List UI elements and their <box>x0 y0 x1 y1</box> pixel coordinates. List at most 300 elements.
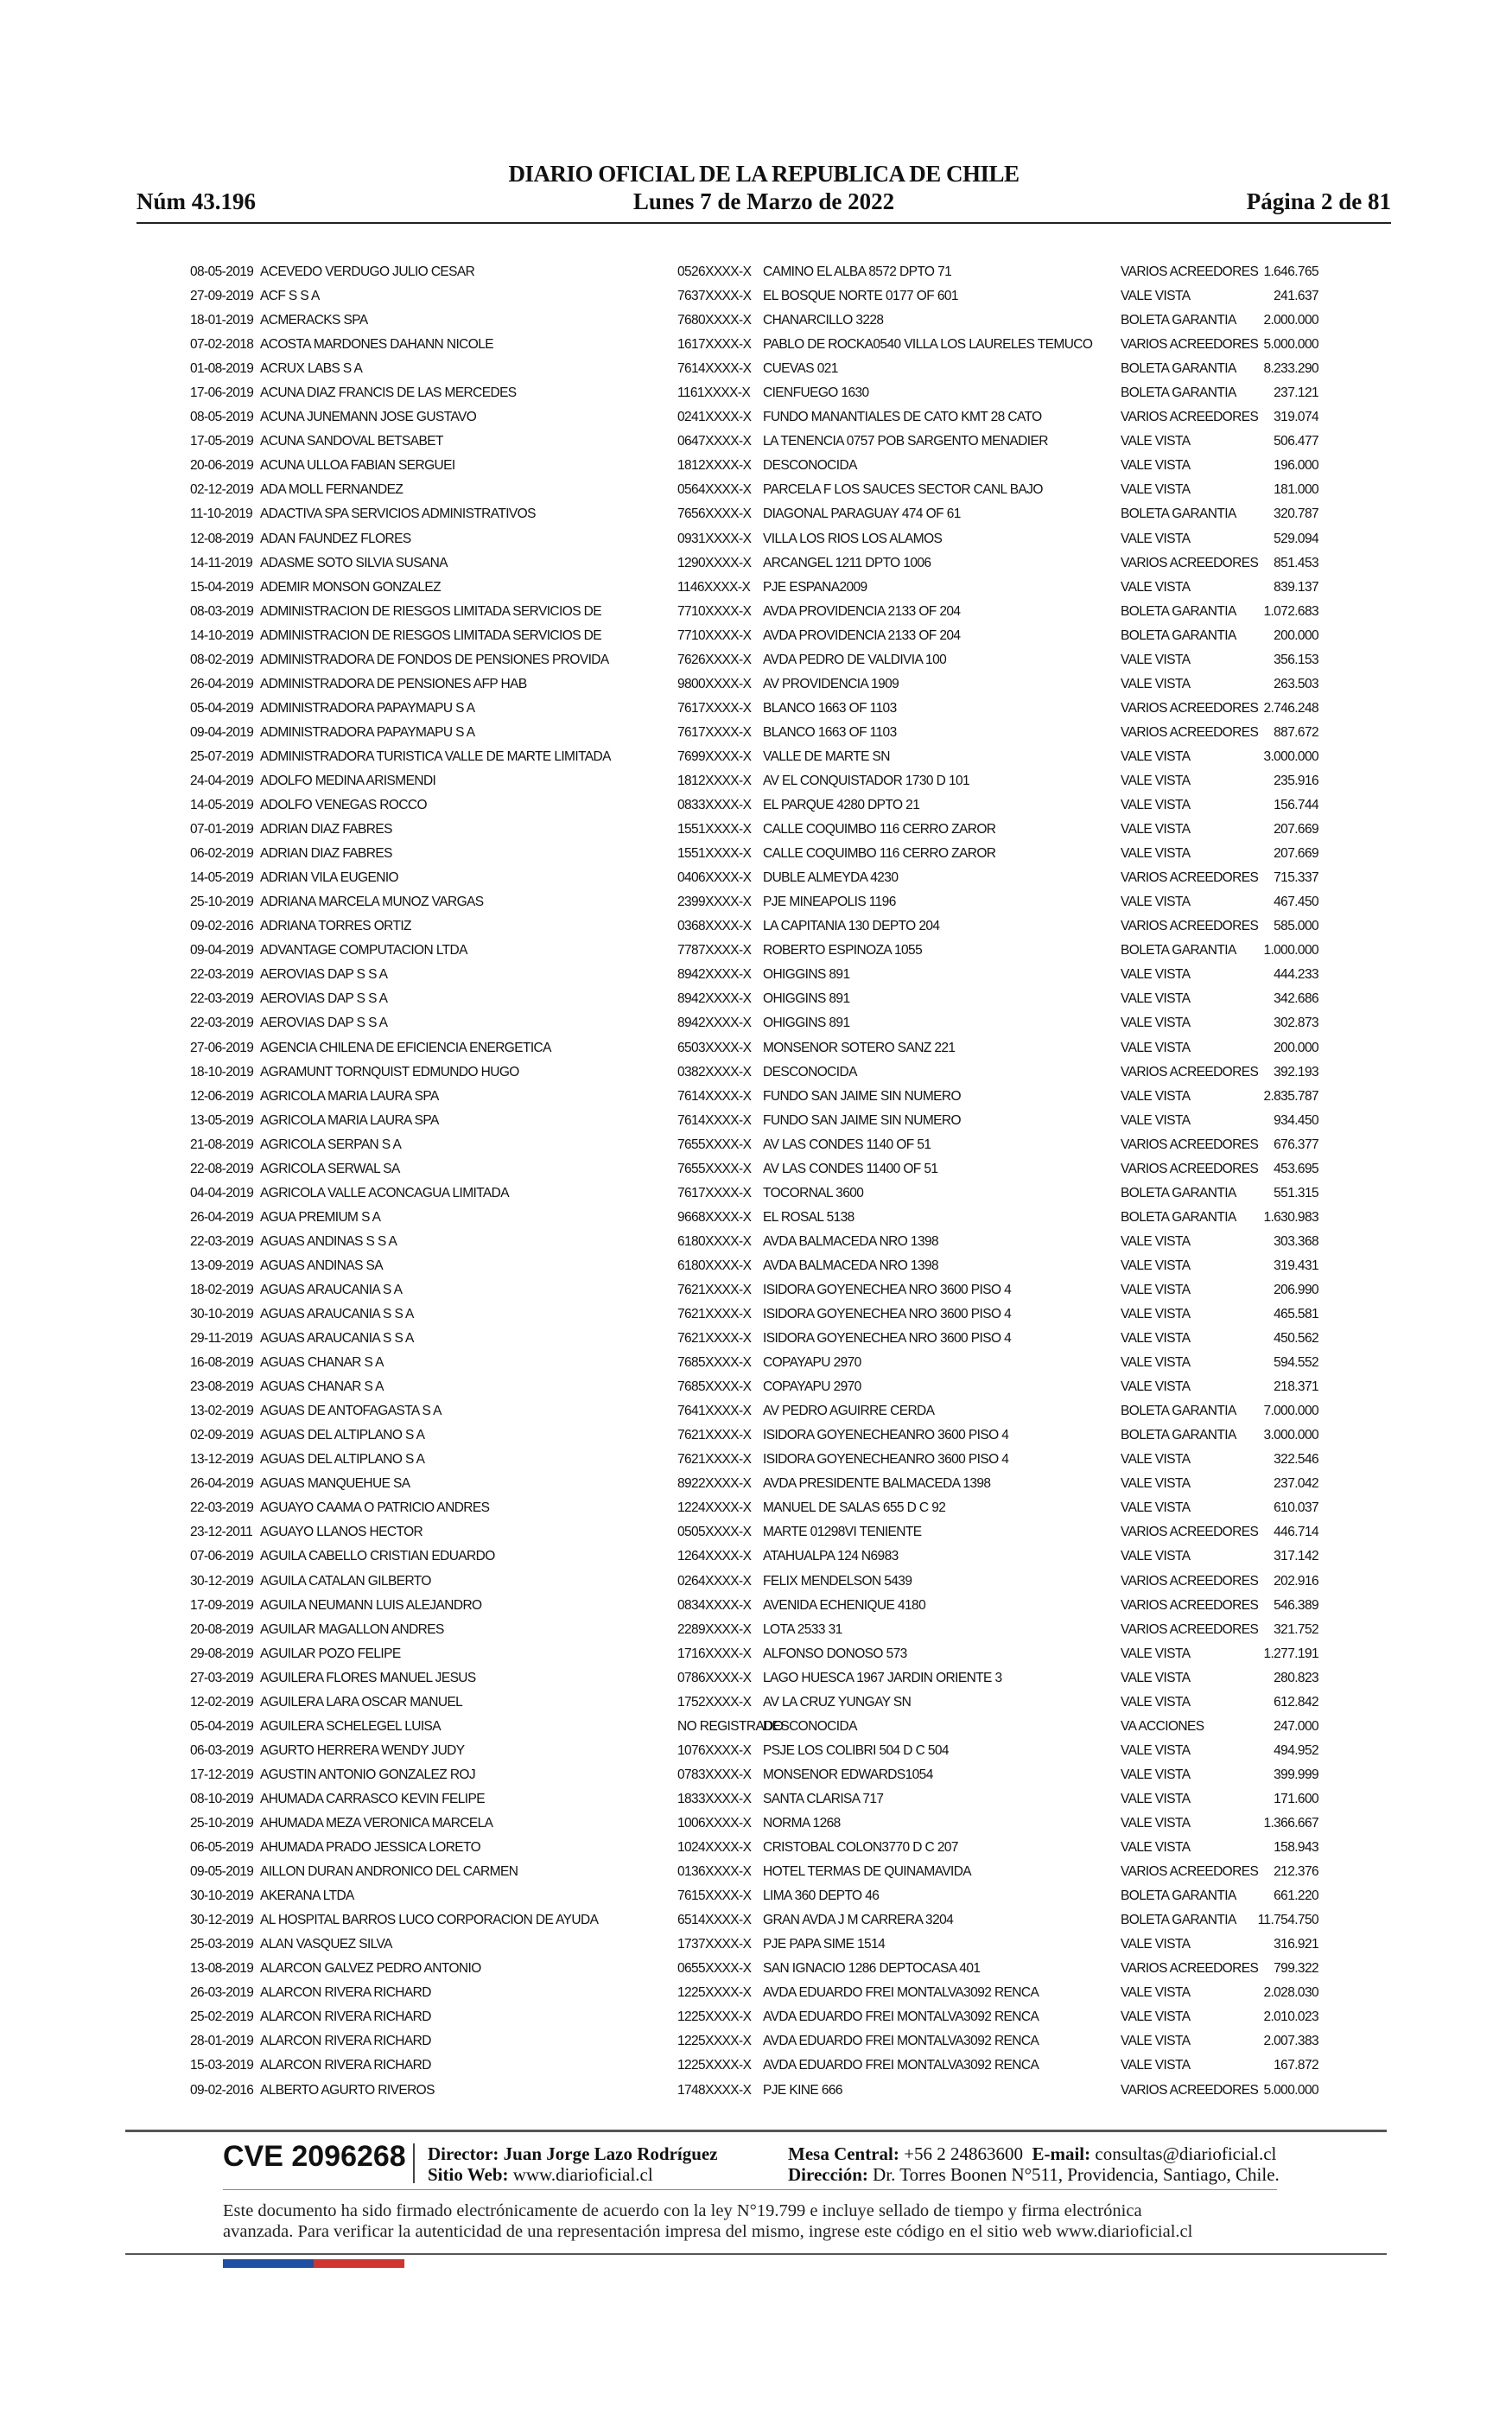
row-rut: 0834XXXX-X <box>677 1597 752 1613</box>
row-amount: 11.754.750 <box>1257 1913 1318 1928</box>
row-type: VARIOS ACREEDORES <box>1121 1597 1259 1613</box>
table-row <box>0 1860 1512 1884</box>
row-amount: 1.366.667 <box>1263 1816 1318 1831</box>
row-type: VALE VISTA <box>1121 289 1191 304</box>
table-row <box>0 1691 1512 1715</box>
director-label: Director: <box>428 2143 499 2164</box>
row-type: VARIOS ACREEDORES <box>1121 870 1259 886</box>
row-amount: 158.943 <box>1274 1840 1318 1856</box>
row-rut: 1225XXXX-X <box>677 1985 752 2001</box>
table-row <box>0 1618 1512 1642</box>
row-rut: NO REGISTRADO <box>677 1718 784 1734</box>
row-rut: 1161XXXX-X <box>677 385 751 401</box>
row-name: AGUAS DE ANTOFAGASTA S A <box>260 1404 442 1419</box>
table-row <box>0 1715 1512 1739</box>
row-type: VALE VISTA <box>1121 991 1191 1007</box>
row-amount: 218.371 <box>1274 1379 1318 1395</box>
row-amount: 196.000 <box>1274 458 1318 474</box>
row-address: PABLO DE ROCKA0540 VILLA LOS LAURELES TEMUCO <box>763 337 1093 353</box>
table-row <box>0 576 1512 600</box>
row-date: 06-05-2019 <box>190 1840 254 1856</box>
row-date: 02-09-2019 <box>190 1428 254 1443</box>
row-type: VALE VISTA <box>1121 1088 1191 1104</box>
table-row <box>0 1133 1512 1157</box>
row-address: LAGO HUESCA 1967 JARDIN ORIENTE 3 <box>763 1670 1002 1685</box>
row-address: EL PARQUE 4280 DPTO 21 <box>763 798 920 813</box>
row-date: 09-04-2019 <box>190 943 254 958</box>
row-date: 22-08-2019 <box>190 1161 254 1176</box>
row-name: ADEMIR MONSON GONZALEZ <box>260 579 441 595</box>
table-row <box>0 1327 1512 1351</box>
row-rut: 1833XXXX-X <box>677 1791 752 1806</box>
row-address: DESCONOCIDA <box>763 458 857 474</box>
row-type: VARIOS ACREEDORES <box>1121 1573 1259 1589</box>
row-date: 25-02-2019 <box>190 2009 254 2025</box>
table-row <box>0 1666 1512 1691</box>
row-date: 18-01-2019 <box>190 313 254 328</box>
table-row <box>0 842 1512 866</box>
row-type: VALE VISTA <box>1121 531 1191 546</box>
table-row <box>0 1908 1512 1933</box>
row-date: 12-08-2019 <box>190 531 254 546</box>
row-date: 14-05-2019 <box>190 870 254 886</box>
row-rut: 1812XXXX-X <box>677 458 752 474</box>
row-address: LIMA 360 DEPTO 46 <box>763 1888 880 1904</box>
row-date: 13-08-2019 <box>190 1961 254 1977</box>
row-date: 23-12-2011 <box>190 1525 253 1540</box>
row-rut: 0931XXXX-X <box>677 531 752 546</box>
row-date: 06-03-2019 <box>190 1742 254 1758</box>
row-name: AILLON DURAN ANDRONICO DEL CARMEN <box>260 1864 518 1880</box>
row-type: VALE VISTA <box>1121 579 1191 595</box>
row-type: VALE VISTA <box>1121 773 1191 788</box>
table-row <box>0 1981 1512 2005</box>
table-row <box>0 1496 1512 1520</box>
row-date: 23-08-2019 <box>190 1379 254 1395</box>
row-name: AGUAS CHANAR S A <box>260 1379 384 1395</box>
row-type: VARIOS ACREEDORES <box>1121 410 1259 425</box>
row-address: AV PROVIDENCIA 1909 <box>763 676 899 691</box>
row-name: AGUAS ARAUCANIA S S A <box>260 1331 414 1347</box>
row-name: AGRICOLA SERPAN S A <box>260 1137 402 1152</box>
row-address: BLANCO 1663 OF 1103 <box>763 700 897 716</box>
row-name: ADRIAN VILA EUGENIO <box>260 870 399 886</box>
email-link[interactable]: consultas@diarioficial.cl <box>1095 2143 1277 2164</box>
row-type: VALE VISTA <box>1121 652 1191 667</box>
footer-divider-bottom <box>125 2253 1387 2255</box>
row-address: CHANARCILLO 3228 <box>763 313 884 328</box>
row-amount: 2.028.030 <box>1263 1985 1318 2001</box>
table-row <box>0 1812 1512 1836</box>
row-date: 18-02-2019 <box>190 1282 254 1297</box>
row-date: 30-10-2019 <box>190 1888 254 1904</box>
row-address: DESCONOCIDA <box>763 1718 857 1734</box>
table-row <box>0 1763 1512 1787</box>
row-amount: 8.233.290 <box>1263 361 1318 377</box>
row-name: AGUAYO CAAMA O PATRICIO ANDRES <box>260 1500 490 1516</box>
table-row <box>0 1836 1512 1860</box>
row-amount: 5.000.000 <box>1263 2082 1318 2098</box>
row-date: 24-04-2019 <box>190 773 254 788</box>
row-name: ALARCON RIVERA RICHARD <box>260 2034 431 2049</box>
row-type: BOLETA GARANTIA <box>1121 943 1236 958</box>
table-row <box>0 1787 1512 1812</box>
row-address: NORMA 1268 <box>763 1816 841 1831</box>
table-row <box>0 1157 1512 1181</box>
row-type: VARIOS ACREEDORES <box>1121 724 1259 740</box>
row-rut: 8942XXXX-X <box>677 991 752 1007</box>
row-amount: 202.916 <box>1274 1573 1318 1589</box>
row-amount: 2.000.000 <box>1263 313 1318 328</box>
row-name: AGUILERA LARA OSCAR MANUEL <box>260 1694 463 1710</box>
row-rut: 7621XXXX-X <box>677 1307 752 1322</box>
row-amount: 1.277.191 <box>1263 1646 1318 1661</box>
row-address: AVDA PROVIDENCIA 2133 OF 204 <box>763 603 961 619</box>
row-rut: 8942XXXX-X <box>677 1016 752 1031</box>
row-type: BOLETA GARANTIA <box>1121 1428 1236 1443</box>
row-address: AV LAS CONDES 1140 OF 51 <box>763 1137 931 1152</box>
row-rut: 0505XXXX-X <box>677 1525 752 1540</box>
row-date: 25-10-2019 <box>190 1816 254 1831</box>
row-name: AGUAS MANQUEHUE SA <box>260 1476 410 1492</box>
row-type: VARIOS ACREEDORES <box>1121 1525 1259 1540</box>
row-date: 25-10-2019 <box>190 895 254 910</box>
row-date: 30-12-2019 <box>190 1913 254 1928</box>
table-row <box>0 1060 1512 1085</box>
row-rut: 7614XXXX-X <box>677 1112 752 1128</box>
row-rut: 1225XXXX-X <box>677 2009 752 2025</box>
table-row <box>0 1206 1512 1230</box>
row-rut: 1225XXXX-X <box>677 2058 752 2073</box>
address-label: Dirección: <box>788 2164 868 2185</box>
row-date: 29-08-2019 <box>190 1646 254 1661</box>
row-name: AGUILAR POZO FELIPE <box>260 1646 401 1661</box>
table-row <box>0 939 1512 963</box>
row-amount: 356.153 <box>1274 652 1318 667</box>
address-value: Dr. Torres Boonen N°511, Providencia, Santiago, Chile. <box>873 2164 1280 2185</box>
row-type: VALE VISTA <box>1121 1937 1191 1952</box>
row-rut: 6503XXXX-X <box>677 1040 752 1055</box>
row-address: AV EL CONQUISTADOR 1730 D 101 <box>763 773 970 788</box>
table-row <box>0 405 1512 430</box>
row-address: MONSENOR EDWARDS1054 <box>763 1767 933 1782</box>
row-rut: 0833XXXX-X <box>677 798 752 813</box>
table-row <box>0 1351 1512 1375</box>
row-date: 26-03-2019 <box>190 1985 254 2001</box>
row-date: 14-05-2019 <box>190 798 254 813</box>
row-rut: 9800XXXX-X <box>677 676 752 691</box>
row-type: VALE VISTA <box>1121 1742 1191 1758</box>
row-amount: 506.477 <box>1274 434 1318 449</box>
footer-separator <box>413 2143 415 2183</box>
publication-title: DIARIO OFICIAL DE LA REPUBLICA DE CHILE <box>508 161 1020 187</box>
row-type: VALE VISTA <box>1121 1646 1191 1661</box>
row-name: AGUAS ARAUCANIA S A <box>260 1282 403 1297</box>
row-amount: 934.450 <box>1274 1112 1318 1128</box>
row-date: 18-10-2019 <box>190 1064 254 1079</box>
row-name: ADOLFO MEDINA ARISMENDI <box>260 773 436 788</box>
row-date: 14-10-2019 <box>190 627 254 643</box>
row-type: VALE VISTA <box>1121 1282 1191 1297</box>
row-rut: 1225XXXX-X <box>677 2034 752 2049</box>
table-row <box>0 1933 1512 1957</box>
row-date: 22-03-2019 <box>190 1500 254 1516</box>
row-amount: 3.000.000 <box>1263 748 1318 764</box>
row-amount: 319.431 <box>1274 1258 1318 1273</box>
row-amount: 610.037 <box>1274 1500 1318 1516</box>
row-address: AVDA PEDRO DE VALDIVIA 100 <box>763 652 947 667</box>
row-amount: 235.916 <box>1274 773 1318 788</box>
cve-code: CVE 2096268 <box>223 2140 406 2173</box>
row-amount: 1.072.683 <box>1263 603 1318 619</box>
footer-thin-rule <box>223 2189 1277 2190</box>
table-row <box>0 818 1512 842</box>
table-row <box>0 987 1512 1011</box>
row-date: 29-11-2019 <box>190 1331 253 1347</box>
row-type: BOLETA GARANTIA <box>1121 313 1236 328</box>
row-date: 08-10-2019 <box>190 1791 254 1806</box>
row-date: 15-04-2019 <box>190 579 254 595</box>
row-address: SANTA CLARISA 717 <box>763 1791 884 1806</box>
row-rut: 7621XXXX-X <box>677 1428 752 1443</box>
table-row <box>0 1011 1512 1035</box>
row-rut: 7621XXXX-X <box>677 1452 752 1468</box>
row-address: AVENIDA ECHENIQUE 4180 <box>763 1597 926 1613</box>
row-type: VARIOS ACREEDORES <box>1121 1161 1259 1176</box>
row-address: VALLE DE MARTE SN <box>763 748 890 764</box>
row-date: 27-09-2019 <box>190 289 254 304</box>
row-name: ADMINISTRACION DE RIESGOS LIMITADA SERVICIOS DE <box>260 627 601 643</box>
row-address: CALLE COQUIMBO 116 CERRO ZAROR <box>763 846 996 862</box>
row-type: VALE VISTA <box>1121 1040 1191 1055</box>
site-link[interactable]: www.diarioficial.cl <box>512 2164 653 2185</box>
row-name: ACUNA JUNEMANN JOSE GUSTAVO <box>260 410 477 425</box>
row-name: AGUAS ANDINAS SA <box>260 1258 384 1273</box>
row-type: BOLETA GARANTIA <box>1121 1888 1236 1904</box>
row-address: PARCELA F LOS SAUCES SECTOR CANL BAJO <box>763 482 1043 498</box>
row-name: ALARCON RIVERA RICHARD <box>260 2009 431 2025</box>
row-address: PJE MINEAPOLIS 1196 <box>763 895 896 910</box>
row-type: VALE VISTA <box>1121 822 1191 837</box>
row-name: ACF S S A <box>260 289 320 304</box>
row-address: MANUEL DE SALAS 655 D C 92 <box>763 1500 946 1516</box>
director-name: Juan Jorge Lazo Rodríguez <box>503 2143 718 2164</box>
row-address: SAN IGNACIO 1286 DEPTOCASA 401 <box>763 1961 981 1977</box>
row-amount: 444.233 <box>1274 967 1318 983</box>
row-address: FUNDO SAN JAIME SIN NUMERO <box>763 1088 961 1104</box>
table-row <box>0 600 1512 624</box>
row-amount: 316.921 <box>1274 1937 1318 1952</box>
flag-red-segment <box>314 2259 404 2268</box>
row-amount: 342.686 <box>1274 991 1318 1007</box>
table-row <box>0 1375 1512 1399</box>
table-row <box>0 333 1512 357</box>
row-name: AGUA PREMIUM S A <box>260 1209 381 1225</box>
deposits-table <box>0 260 1512 2103</box>
row-address: ISIDORA GOYENECHEA NRO 3600 PISO 4 <box>763 1331 1012 1347</box>
row-rut: 7641XXXX-X <box>677 1404 752 1419</box>
row-type: VALE VISTA <box>1121 1258 1191 1273</box>
row-date: 26-04-2019 <box>190 1209 254 1225</box>
table-row <box>0 1884 1512 1908</box>
row-type: VALE VISTA <box>1121 1767 1191 1782</box>
row-date: 08-05-2019 <box>190 410 254 425</box>
row-date: 12-06-2019 <box>190 1088 254 1104</box>
row-date: 22-03-2019 <box>190 991 254 1007</box>
table-row <box>0 2054 1512 2078</box>
row-name: AGUILAR MAGALLON ANDRES <box>260 1621 444 1637</box>
row-address: EL BOSQUE NORTE 0177 OF 601 <box>763 289 958 304</box>
table-row <box>0 793 1512 818</box>
row-amount: 676.377 <box>1274 1137 1318 1152</box>
row-name: AGUILA CABELLO CRISTIAN EDUARDO <box>260 1549 495 1564</box>
row-name: ALARCON GALVEZ PEDRO ANTONIO <box>260 1961 481 1977</box>
row-address: AVDA EDUARDO FREI MONTALVA3092 RENCA <box>763 2034 1039 2049</box>
table-row <box>0 1036 1512 1060</box>
row-rut: 6514XXXX-X <box>677 1913 752 1928</box>
page-number: Página 2 de 81 <box>1246 188 1391 214</box>
row-type: VALE VISTA <box>1121 1379 1191 1395</box>
table-row <box>0 309 1512 333</box>
row-rut: 1146XXXX-X <box>677 579 751 595</box>
table-row <box>0 721 1512 745</box>
row-date: 30-12-2019 <box>190 1573 254 1589</box>
table-row <box>0 454 1512 478</box>
site-label: Sitio Web: <box>428 2164 509 2185</box>
table-row <box>0 672 1512 697</box>
row-rut: 0786XXXX-X <box>677 1670 752 1685</box>
flag-stripe <box>223 2259 404 2268</box>
row-date: 17-05-2019 <box>190 434 254 449</box>
row-type: VALE VISTA <box>1121 1549 1191 1564</box>
row-date: 25-03-2019 <box>190 1937 254 1952</box>
row-date: 20-08-2019 <box>190 1621 254 1637</box>
row-name: ADRIANA TORRES ORTIZ <box>260 919 411 934</box>
row-rut: 0368XXXX-X <box>677 919 752 934</box>
row-rut: 2289XXXX-X <box>677 1621 752 1637</box>
row-address: OHIGGINS 891 <box>763 967 850 983</box>
row-type: VALE VISTA <box>1121 1791 1191 1806</box>
row-rut: 1551XXXX-X <box>677 822 752 837</box>
row-name: AEROVIAS DAP S S A <box>260 967 388 983</box>
row-type: BOLETA GARANTIA <box>1121 1185 1236 1200</box>
row-address: ISIDORA GOYENECHEANRO 3600 PISO 4 <box>763 1428 1009 1443</box>
row-address: PJE PAPA SIME 1514 <box>763 1937 886 1952</box>
row-date: 14-11-2019 <box>190 555 253 570</box>
row-type: VALE VISTA <box>1121 1355 1191 1371</box>
row-name: AGRICOLA SERWAL SA <box>260 1161 400 1176</box>
row-date: 08-03-2019 <box>190 603 254 619</box>
table-row <box>0 1302 1512 1327</box>
table-row <box>0 648 1512 672</box>
row-address: ARCANGEL 1211 DPTO 1006 <box>763 555 931 570</box>
table-row <box>0 1085 1512 1109</box>
row-name: ADRIANA MARCELA MUNOZ VARGAS <box>260 895 484 910</box>
row-amount: 2.835.787 <box>1263 1088 1318 1104</box>
row-type: VARIOS ACREEDORES <box>1121 2082 1259 2098</box>
row-rut: 1748XXXX-X <box>677 2082 752 2098</box>
row-date: 15-03-2019 <box>190 2058 254 2073</box>
table-row <box>0 357 1512 381</box>
row-amount: 661.220 <box>1274 1888 1318 1904</box>
row-date: 17-09-2019 <box>190 1597 254 1613</box>
row-name: AGUILERA SCHELEGEL LUISA <box>260 1718 442 1734</box>
row-rut: 6180XXXX-X <box>677 1258 752 1273</box>
row-type: BOLETA GARANTIA <box>1121 1913 1236 1928</box>
row-type: VALE VISTA <box>1121 1016 1191 1031</box>
row-type: VARIOS ACREEDORES <box>1121 1137 1259 1152</box>
row-date: 22-03-2019 <box>190 967 254 983</box>
row-address: FUNDO SAN JAIME SIN NUMERO <box>763 1112 961 1128</box>
row-rut: 7685XXXX-X <box>677 1355 752 1371</box>
row-amount: 2.746.248 <box>1263 700 1318 716</box>
row-rut: 7655XXXX-X <box>677 1161 752 1176</box>
row-type: VALE VISTA <box>1121 1233 1191 1249</box>
row-date: 27-06-2019 <box>190 1040 254 1055</box>
row-amount: 2.007.383 <box>1263 2034 1318 2049</box>
row-rut: 1716XXXX-X <box>677 1646 752 1661</box>
table-row <box>0 697 1512 721</box>
table-row <box>0 890 1512 914</box>
row-rut: 9668XXXX-X <box>677 1209 752 1225</box>
row-type: BOLETA GARANTIA <box>1121 385 1236 401</box>
row-address: ALFONSO DONOSO 573 <box>763 1646 907 1661</box>
row-type: BOLETA GARANTIA <box>1121 506 1236 522</box>
row-name: ADMINISTRACION DE RIESGOS LIMITADA SERVICIOS DE <box>260 603 601 619</box>
row-type: VALE VISTA <box>1121 2034 1191 2049</box>
row-name: ALARCON RIVERA RICHARD <box>260 1985 431 2001</box>
row-type: VALE VISTA <box>1121 676 1191 691</box>
table-row <box>0 745 1512 769</box>
row-date: 21-08-2019 <box>190 1137 254 1152</box>
row-amount: 156.744 <box>1274 798 1318 813</box>
row-address: AVDA EDUARDO FREI MONTALVA3092 RENCA <box>763 2009 1039 2025</box>
row-date: 26-04-2019 <box>190 676 254 691</box>
row-address: GRAN AVDA J M CARRERA 3204 <box>763 1913 954 1928</box>
table-row <box>0 1399 1512 1423</box>
row-rut: 0264XXXX-X <box>677 1573 752 1589</box>
row-date: 27-03-2019 <box>190 1670 254 1685</box>
row-name: AGUAS DEL ALTIPLANO S A <box>260 1452 425 1468</box>
row-name: AKERANA LTDA <box>260 1888 354 1904</box>
row-rut: 1812XXXX-X <box>677 773 752 788</box>
row-date: 22-03-2019 <box>190 1233 254 1249</box>
table-row <box>0 914 1512 939</box>
row-date: 05-04-2019 <box>190 700 254 716</box>
table-row <box>0 1957 1512 1981</box>
row-date: 30-10-2019 <box>190 1307 254 1322</box>
row-date: 17-06-2019 <box>190 385 254 401</box>
row-rut: 1224XXXX-X <box>677 1500 752 1516</box>
row-type: VARIOS ACREEDORES <box>1121 1961 1259 1977</box>
table-row <box>0 1230 1512 1254</box>
row-date: 11-10-2019 <box>190 506 253 522</box>
row-amount: 200.000 <box>1274 627 1318 643</box>
row-date: 09-02-2016 <box>190 2082 254 2098</box>
row-type: VALE VISTA <box>1121 967 1191 983</box>
table-row <box>0 2079 1512 2103</box>
row-date: 13-05-2019 <box>190 1112 254 1128</box>
table-row <box>0 527 1512 551</box>
row-date: 06-02-2019 <box>190 846 254 862</box>
row-amount: 1.630.983 <box>1263 1209 1318 1225</box>
legal-line-1: Este documento ha sido firmado electrónicamente de acuerdo con la ley N°19.799 e incluye sellado de tiempo y firma electrónica <box>223 2201 1142 2220</box>
row-date: 25-07-2019 <box>190 748 254 764</box>
row-date: 08-05-2019 <box>190 264 254 279</box>
row-rut: 1076XXXX-X <box>677 1742 752 1758</box>
row-type: VALE VISTA <box>1121 1307 1191 1322</box>
row-name: ACUNA SANDOVAL BETSABET <box>260 434 443 449</box>
